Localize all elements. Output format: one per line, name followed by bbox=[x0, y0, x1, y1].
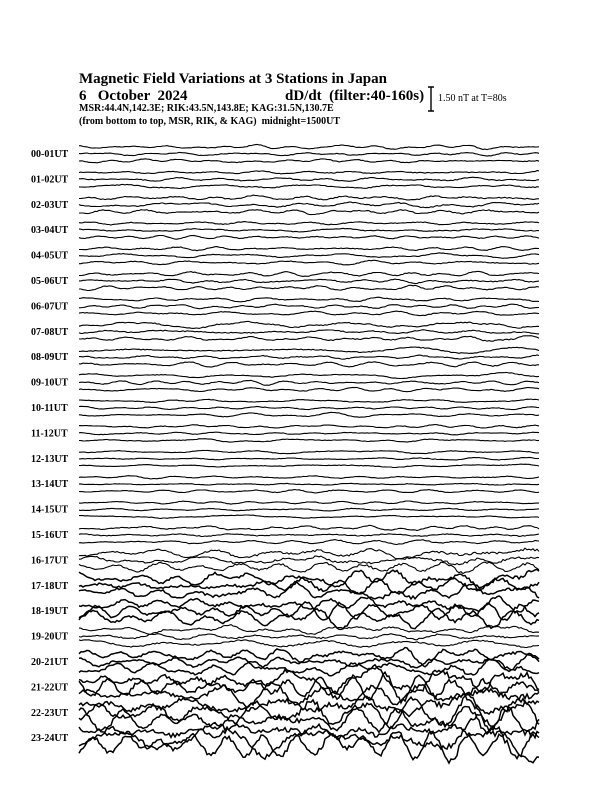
trace-rik bbox=[79, 715, 539, 763]
trace-msr bbox=[79, 412, 539, 417]
chart-title: Magnetic Field Variations at 3 Stations in Japan bbox=[79, 71, 387, 87]
row-label: 19-20UT bbox=[31, 631, 69, 643]
trace-kag bbox=[79, 372, 539, 378]
row-label: 17-18UT bbox=[31, 580, 69, 592]
scale-bar bbox=[428, 87, 434, 111]
row-label: 10-11UT bbox=[31, 403, 68, 414]
trace-rik bbox=[79, 432, 539, 435]
trace-rik bbox=[79, 330, 539, 334]
trace-rik bbox=[79, 655, 539, 670]
trace-rik bbox=[79, 457, 539, 460]
trace-rik bbox=[79, 152, 539, 156]
trace-kag bbox=[79, 297, 539, 302]
scale-label: 1.50 nT at T=80s bbox=[438, 93, 507, 104]
trace-kag bbox=[79, 222, 539, 225]
row-label: 14-15UT bbox=[31, 504, 69, 516]
trace-kag bbox=[79, 476, 539, 479]
row-label: 08-09UT bbox=[31, 352, 69, 364]
trace-msr bbox=[79, 731, 539, 763]
trace-kag bbox=[79, 247, 539, 251]
trace-kag bbox=[79, 425, 539, 429]
trace-msr bbox=[79, 184, 539, 188]
trace-msr bbox=[79, 260, 539, 265]
date-label: 6 October 2024 bbox=[79, 88, 188, 104]
trace-msr bbox=[79, 311, 539, 316]
row-label: 13-14UT bbox=[31, 479, 69, 491]
row-label: 00-01UT bbox=[31, 149, 69, 160]
trace-msr bbox=[79, 336, 539, 342]
row-label: 21-22UT bbox=[31, 682, 69, 694]
trace-msr bbox=[79, 640, 539, 648]
trace-rik bbox=[79, 534, 539, 537]
row-label: 12-13UT bbox=[31, 453, 69, 465]
trace-kag bbox=[79, 271, 539, 276]
trace-kag bbox=[79, 501, 539, 504]
trace-kag bbox=[79, 450, 539, 453]
row-label: 07-08UT bbox=[31, 326, 69, 338]
row-label: 04-05UT bbox=[31, 250, 69, 262]
trace-kag bbox=[79, 399, 539, 402]
trace-msr bbox=[79, 210, 539, 215]
row-label: 06-07UT bbox=[31, 301, 69, 313]
trace-rik bbox=[79, 508, 539, 511]
trace-rik bbox=[79, 355, 539, 359]
trace-msr bbox=[79, 362, 539, 367]
row-label: 05-06UT bbox=[31, 276, 69, 287]
row-label: 20-21UT bbox=[31, 657, 69, 668]
trace-rik bbox=[79, 253, 539, 258]
trace-rik bbox=[79, 304, 539, 309]
trace-msr bbox=[79, 387, 539, 391]
trace-kag bbox=[79, 347, 539, 353]
trace-kag bbox=[79, 596, 539, 613]
trace-kag bbox=[79, 548, 539, 559]
trace-rik bbox=[79, 279, 539, 283]
row-label: 09-10UT bbox=[31, 377, 69, 389]
row-label: 11-12UT bbox=[31, 428, 68, 440]
trace-msr bbox=[79, 540, 539, 545]
row-label: 01-02UT bbox=[31, 174, 69, 186]
trace-kag bbox=[79, 321, 539, 328]
trace-kag bbox=[79, 171, 539, 174]
trace-rik bbox=[79, 672, 539, 703]
trace-rik bbox=[79, 177, 539, 181]
trace-rik bbox=[79, 483, 539, 485]
trace-msr bbox=[79, 562, 539, 574]
row-label: 18-19UT bbox=[31, 606, 69, 618]
row-label: 16-17UT bbox=[31, 555, 69, 567]
trace-rik bbox=[79, 202, 539, 208]
measure-label: dD/dt (filter:40-160s) bbox=[285, 88, 425, 104]
trace-msr bbox=[79, 515, 539, 518]
trace-msr bbox=[79, 464, 539, 467]
stations-line: MSR:44.4N,142.3E; RIK:43.5N,143.8E; KAG:31.5N,130.7E bbox=[79, 103, 334, 114]
trace-msr bbox=[79, 236, 539, 240]
trace-kag bbox=[79, 144, 539, 149]
row-label: 02-03UT bbox=[31, 199, 69, 211]
trace-kag bbox=[79, 195, 539, 200]
trace-msr bbox=[79, 439, 539, 442]
row-label: 15-16UT bbox=[31, 530, 69, 541]
trace-rik bbox=[79, 406, 539, 409]
row-label: 03-04UT bbox=[31, 225, 69, 237]
trace-msr bbox=[79, 490, 539, 493]
trace-rik bbox=[79, 228, 539, 232]
trace-kag bbox=[79, 625, 539, 635]
trace-rik bbox=[79, 556, 539, 565]
trace-kag bbox=[79, 525, 539, 530]
trace-msr bbox=[79, 159, 539, 163]
trace-msr bbox=[79, 609, 539, 630]
trace-msr bbox=[79, 582, 539, 599]
row-label: 22-23UT bbox=[31, 707, 69, 719]
order-note: (from bottom to top, MSR, RIK, & KAG) midnight=1500UT bbox=[79, 116, 341, 127]
trace-msr bbox=[79, 285, 539, 290]
trace-rik bbox=[79, 380, 539, 385]
row-label: 23-24UT bbox=[31, 733, 69, 745]
trace-rik bbox=[79, 634, 539, 640]
trace-kag bbox=[79, 695, 539, 717]
